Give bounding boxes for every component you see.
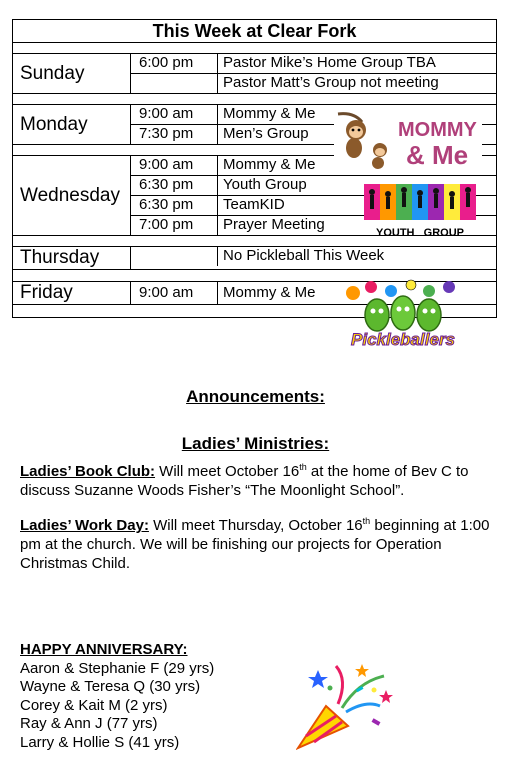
event-cell: Youth Group [223, 176, 307, 193]
announcements-heading: Announcements: [186, 387, 325, 406]
logo-text-mommy: MOMMY [398, 119, 477, 141]
book-club-text-2: at the home of Bev C to discuss Suzanne Woods Fisher’s “The Moonlight School”. [20, 463, 469, 499]
ordinal-suffix: th [299, 462, 307, 472]
book-club-label: Ladies’ Book Club: [20, 463, 156, 480]
anniversary-list [20, 641, 214, 752]
time-cell: 9:00 am [131, 105, 218, 124]
day-name: Thursday [13, 247, 131, 269]
schedule-row [131, 74, 496, 93]
anniversary-item: Larry & Hollie S (41 yrs) [20, 733, 180, 751]
schedule-title: This Week at Clear Fork [13, 20, 496, 43]
anniversary-item: Wayne & Teresa Q (30 yrs) [20, 678, 201, 695]
event-cell: Mommy & Me [223, 284, 316, 301]
work-day-label: Ladies’ Work Day: [20, 517, 149, 534]
time-cell: 9:00 am [131, 156, 218, 175]
anniversary-item: Aaron & Stephanie F (29 yrs) [20, 659, 215, 677]
day-name: Friday [13, 282, 131, 304]
event-cell: Mommy & Me [223, 156, 316, 173]
day-name: Monday [13, 105, 131, 144]
event-cell: Pastor Matt’s Group not meeting [223, 74, 439, 91]
work-day-text: Will meet Thursday, October 16 [148, 517, 363, 534]
event-cell: No Pickleball This Week [223, 247, 385, 264]
youth-group-logo [364, 180, 476, 242]
event-cell: Pastor Mike’s Home Group TBA [223, 54, 436, 71]
day-name: Sunday [13, 54, 131, 93]
book-club-paragraph [20, 462, 500, 500]
anniversary-item: Corey & Kait M (2 yrs) [20, 696, 168, 714]
schedule-row [131, 247, 496, 266]
time-cell [131, 74, 218, 93]
event-cell: Men’s Group [223, 125, 309, 142]
time-cell: 6:00 pm [131, 54, 218, 73]
book-club-text: Will meet October 16 [155, 463, 300, 480]
pickle-characters-icon [365, 296, 441, 331]
ordinal-suffix: th [362, 516, 371, 526]
work-day-paragraph [20, 516, 500, 573]
anniversary-item: Ray & Ann J (77 yrs) [20, 715, 158, 732]
logo-text-me: & Me [406, 140, 469, 170]
day-thursday [13, 247, 496, 270]
event-cell: TeamKID [223, 196, 285, 213]
work-day-text-2: beginning at 1:00 pm at the church. We will be finishing our projects for Operation Christmas Child. [20, 517, 490, 572]
time-cell: 7:30 pm [131, 125, 218, 144]
event-cell: Prayer Meeting [223, 216, 325, 233]
time-cell: 6:30 pm [131, 196, 218, 215]
mommy-and-me-logo [334, 110, 482, 170]
time-cell: 6:30 pm [131, 176, 218, 195]
logo-text-pickleballers: Pickleballers [351, 330, 455, 349]
spacer-row [13, 94, 496, 105]
event-cell: Mommy & Me [223, 105, 316, 122]
schedule-row [131, 54, 496, 74]
time-cell: 7:00 pm [131, 216, 218, 235]
logo-text-youth: YOUTH GROUP [375, 227, 465, 239]
spacer-row [13, 43, 496, 54]
party-popper-icon [296, 660, 396, 750]
day-sunday [13, 54, 496, 94]
time-cell: 9:00 am [131, 282, 218, 304]
day-name: Wednesday [13, 156, 131, 235]
anniversary-heading: HAPPY ANNIVERSARY: [20, 641, 188, 658]
time-cell [131, 247, 218, 266]
pickleballers-logo [341, 279, 465, 351]
ladies-ministries-heading: Ladies’ Ministries: [181, 434, 330, 453]
